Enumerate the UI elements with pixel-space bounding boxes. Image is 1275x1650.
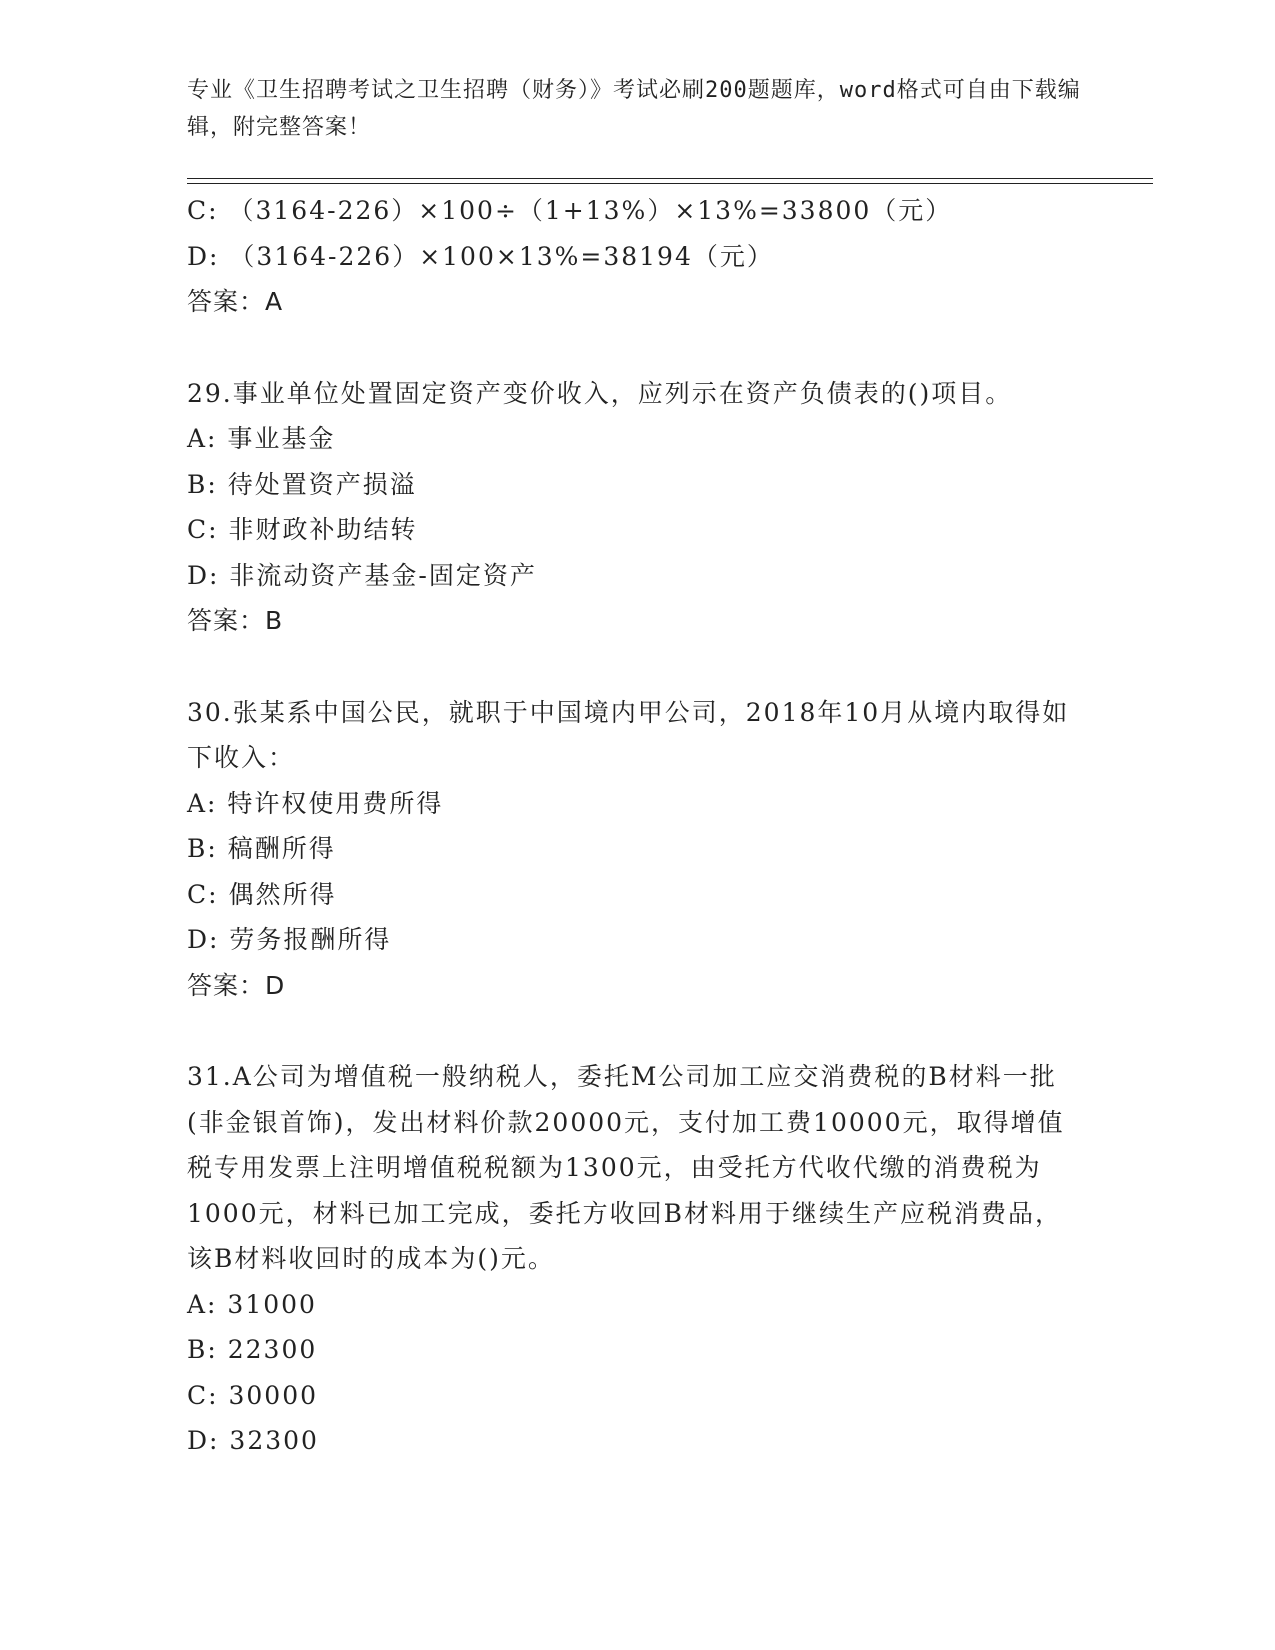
option-b: B: 待处置资产损溢 [187,469,417,499]
question-29 [187,371,1087,644]
document-header: 专业《卫生招聘考试之卫生招聘（财务）》考试必刷200题题库，word格式可自由下载编辑，附完整答案！ [187,78,1081,140]
option-d: D: （3164-226）×100×13%=38194（元） [187,241,774,271]
question-list [187,188,1087,1464]
option-c: C: 偶然所得 [187,879,337,909]
question-text: 31.A公司为增值税一般纳税人，委托M公司加工应交消费税的B材料一批(非金银首饰)，发出材料价款20000元，支付加工费10000元，取得增值税专用发票上注明增值税税额为1300元，由受托方代收代缴的消费税为1000元，材料已加工完成，委托方收回B材料用于继续生产应税消费品，该B材料收回时的成本为()元。 [187,1062,1065,1273]
option-b: B: 22300 [187,1335,318,1364]
header-divider-top [187,178,1153,179]
option-d: D: 32300 [187,1426,319,1455]
option-c: C: 非财政补助结转 [187,515,418,544]
option-d: D: 劳务报酬所得 [187,925,392,954]
question-text: 29.事业单位处置固定资产变价收入，应列示在资产负债表的()项目。 [187,378,1013,408]
option-c: C: （3164-226）×100÷（1+13%）×13%=33800（元） [187,196,953,225]
answer-line: 答案：B [187,606,284,635]
header-divider-bottom [187,183,1153,184]
option-b: B: 稿酬所得 [187,834,336,863]
question-text: 30.张某系中国公民，就职于中国境内甲公司，2018年10月从境内取得如下收入： [187,697,1070,772]
option-d: D: 非流动资产基金-固定资产 [187,560,537,590]
answer-line: 答案：D [187,970,286,1000]
answer-line: 答案：A [187,287,284,316]
prev-question-tail [187,188,1087,325]
option-a: A: 事业基金 [187,424,336,453]
option-a: A: 特许权使用费所得 [187,788,444,818]
option-c: C: 30000 [187,1380,319,1410]
question-31 [187,1054,1087,1464]
question-30 [187,690,1087,1009]
option-a: A: 31000 [187,1289,317,1319]
